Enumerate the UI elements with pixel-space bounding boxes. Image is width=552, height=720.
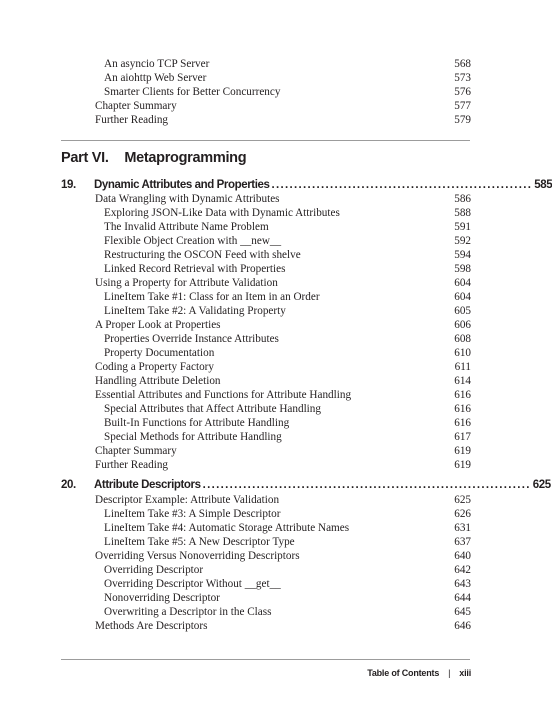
entry-page: 643: [454, 578, 471, 590]
entry-page: 646: [454, 620, 471, 632]
entry-page: 616: [454, 389, 471, 401]
entry-title: Further Reading: [95, 114, 169, 126]
toc-entry: [0, 318, 549, 332]
toc-entry: [0, 71, 549, 85]
entry-page: 642: [454, 564, 471, 576]
entry-page: 640: [454, 550, 471, 562]
entry-title: Nonoverriding Descriptor: [104, 592, 220, 604]
toc-entry: [0, 262, 549, 276]
toc-entry: [0, 220, 549, 234]
entry-title: Handling Attribute Deletion: [95, 375, 221, 387]
entry-title: Properties Override Instance Attributes: [104, 333, 279, 345]
chapter-page: 625: [532, 479, 551, 491]
entry-title: Overwriting a Descriptor in the Class: [104, 606, 272, 618]
toc-entry: [0, 57, 549, 71]
entry-page: 605: [454, 305, 471, 317]
entry-title: A Proper Look at Properties: [95, 319, 221, 331]
entry-title: Overriding Versus Nonoverriding Descriptors: [95, 550, 300, 562]
entry-page: 606: [454, 319, 471, 331]
entry-title: LineItem Take #1: Class for an Item in an Order: [104, 291, 320, 303]
toc-entry: [0, 458, 549, 472]
entry-page: 568: [454, 58, 471, 70]
entry-title: LineItem Take #4: Automatic Storage Attribute Names: [104, 522, 350, 534]
footer-divider-line: [61, 659, 470, 660]
entry-page: 626: [454, 508, 471, 520]
entry-page: 611: [454, 361, 471, 373]
toc-entry: [0, 206, 549, 220]
entry-page: 637: [454, 536, 471, 548]
entry-title: Restructuring the OSCON Feed with shelve: [104, 249, 301, 261]
entry-title: Flexible Object Creation with __new__: [104, 235, 282, 247]
toc-entry: [0, 304, 549, 318]
entry-page: 588: [454, 207, 471, 219]
dot-leader: ..........................................................: [271, 179, 533, 191]
entry-page: 614: [454, 375, 471, 387]
toc-entry: [0, 563, 549, 577]
entry-title: Methods Are Descriptors: [95, 620, 208, 632]
entry-title: Linked Record Retrieval with Properties: [104, 263, 286, 275]
entry-title: An asyncio TCP Server: [104, 58, 210, 70]
chapter-heading: [61, 477, 551, 493]
entry-page: 608: [454, 333, 471, 345]
chapter-number: 19.: [61, 179, 76, 191]
entry-page: 591: [454, 221, 471, 233]
entry-title: Property Documentation: [104, 347, 215, 359]
entry-page: 576: [454, 86, 471, 98]
entry-page: 631: [454, 522, 471, 534]
footer-separator: |: [448, 668, 451, 678]
toc-entry: [0, 360, 549, 374]
entry-title: LineItem Take #2: A Validating Property: [104, 305, 286, 317]
entry-page: 594: [454, 249, 471, 261]
entry-title: Chapter Summary: [95, 100, 177, 112]
footer-page-number: xiii: [459, 668, 471, 678]
toc-entry: [0, 99, 549, 113]
entry-page: 616: [454, 403, 471, 415]
toc-entry: [0, 374, 549, 388]
page-footer: [367, 666, 471, 680]
chapter-title: Attribute Descriptors: [94, 479, 201, 491]
entry-title: Smarter Clients for Better Concurrency: [104, 86, 281, 98]
part-number: Part VI.: [61, 150, 109, 166]
entry-page: 616: [454, 417, 471, 429]
entry-page: 625: [454, 494, 471, 506]
toc-entry: [0, 234, 549, 248]
entry-title: Overriding Descriptor: [104, 564, 204, 576]
entry-title: Descriptor Example: Attribute Validation: [95, 494, 280, 506]
toc-entry: [0, 388, 549, 402]
entry-page: 604: [454, 291, 471, 303]
entry-page: 573: [454, 72, 471, 84]
entry-page: 604: [454, 277, 471, 289]
entry-page: 577: [454, 100, 471, 112]
toc-entry: [0, 346, 549, 360]
chapter-number: 20.: [61, 479, 76, 491]
toc-entry: [0, 248, 549, 262]
toc-entry: [0, 605, 549, 619]
entry-title: Coding a Property Factory: [95, 361, 215, 373]
entry-title: The Invalid Attribute Name Problem: [104, 221, 269, 233]
toc-entry: [0, 332, 549, 346]
entry-title: Essential Attributes and Functions for Attribute Handling: [95, 389, 352, 401]
toc-entry: [0, 430, 549, 444]
toc-entry: [0, 402, 549, 416]
entry-title: LineItem Take #3: A Simple Descriptor: [104, 508, 281, 520]
toc-entry: [0, 290, 549, 304]
toc-entry: [0, 113, 549, 127]
part-heading: [61, 148, 246, 168]
entry-page: 579: [454, 114, 471, 126]
part-divider-line: [61, 140, 470, 141]
entry-title: Data Wrangling with Dynamic Attributes: [95, 193, 280, 205]
entry-title: Using a Property for Attribute Validation: [95, 277, 278, 289]
entry-title: Chapter Summary: [95, 445, 177, 457]
entry-page: 645: [454, 606, 471, 618]
dot-leader: .........................................................................: [202, 479, 531, 491]
entry-page: 586: [454, 193, 471, 205]
toc-entry: [0, 192, 549, 206]
entry-page: 617: [454, 431, 471, 443]
entry-title: LineItem Take #5: A New Descriptor Type: [104, 536, 295, 548]
toc-entry: [0, 276, 549, 290]
part-title: Metaprogramming: [124, 150, 247, 166]
entry-page: 592: [454, 235, 471, 247]
toc-entry: [0, 85, 549, 99]
toc-entry: [0, 521, 549, 535]
toc-entry: [0, 549, 549, 563]
entry-page: 610: [454, 347, 471, 359]
toc-entry: [0, 416, 549, 430]
chapter-heading: [61, 177, 552, 193]
entry-title: Further Reading: [95, 459, 169, 471]
toc-entry: [0, 493, 549, 507]
entry-title: Built-In Functions for Attribute Handling: [104, 417, 290, 429]
entry-page: 619: [454, 459, 471, 471]
entry-title: An aiohttp Web Server: [104, 72, 207, 84]
toc-entry: [0, 591, 549, 605]
entry-title: Overriding Descriptor Without __get__: [104, 578, 281, 590]
toc-entry: [0, 535, 549, 549]
entry-page: 644: [454, 592, 471, 604]
entry-page: 619: [454, 445, 471, 457]
toc-entry: [0, 619, 549, 633]
entry-title: Exploring JSON-Like Data with Dynamic Attributes: [104, 207, 340, 219]
entry-title: Special Methods for Attribute Handling: [104, 431, 282, 443]
toc-entry: [0, 444, 549, 458]
entry-page: 598: [454, 263, 471, 275]
toc-entry: [0, 507, 549, 521]
toc-entry: [0, 577, 549, 591]
chapter-page: 585: [534, 179, 552, 191]
footer-label: Table of Contents: [367, 668, 440, 678]
chapter-title: Dynamic Attributes and Properties: [94, 179, 270, 191]
entry-title: Special Attributes that Affect Attribute Handling: [104, 403, 321, 415]
